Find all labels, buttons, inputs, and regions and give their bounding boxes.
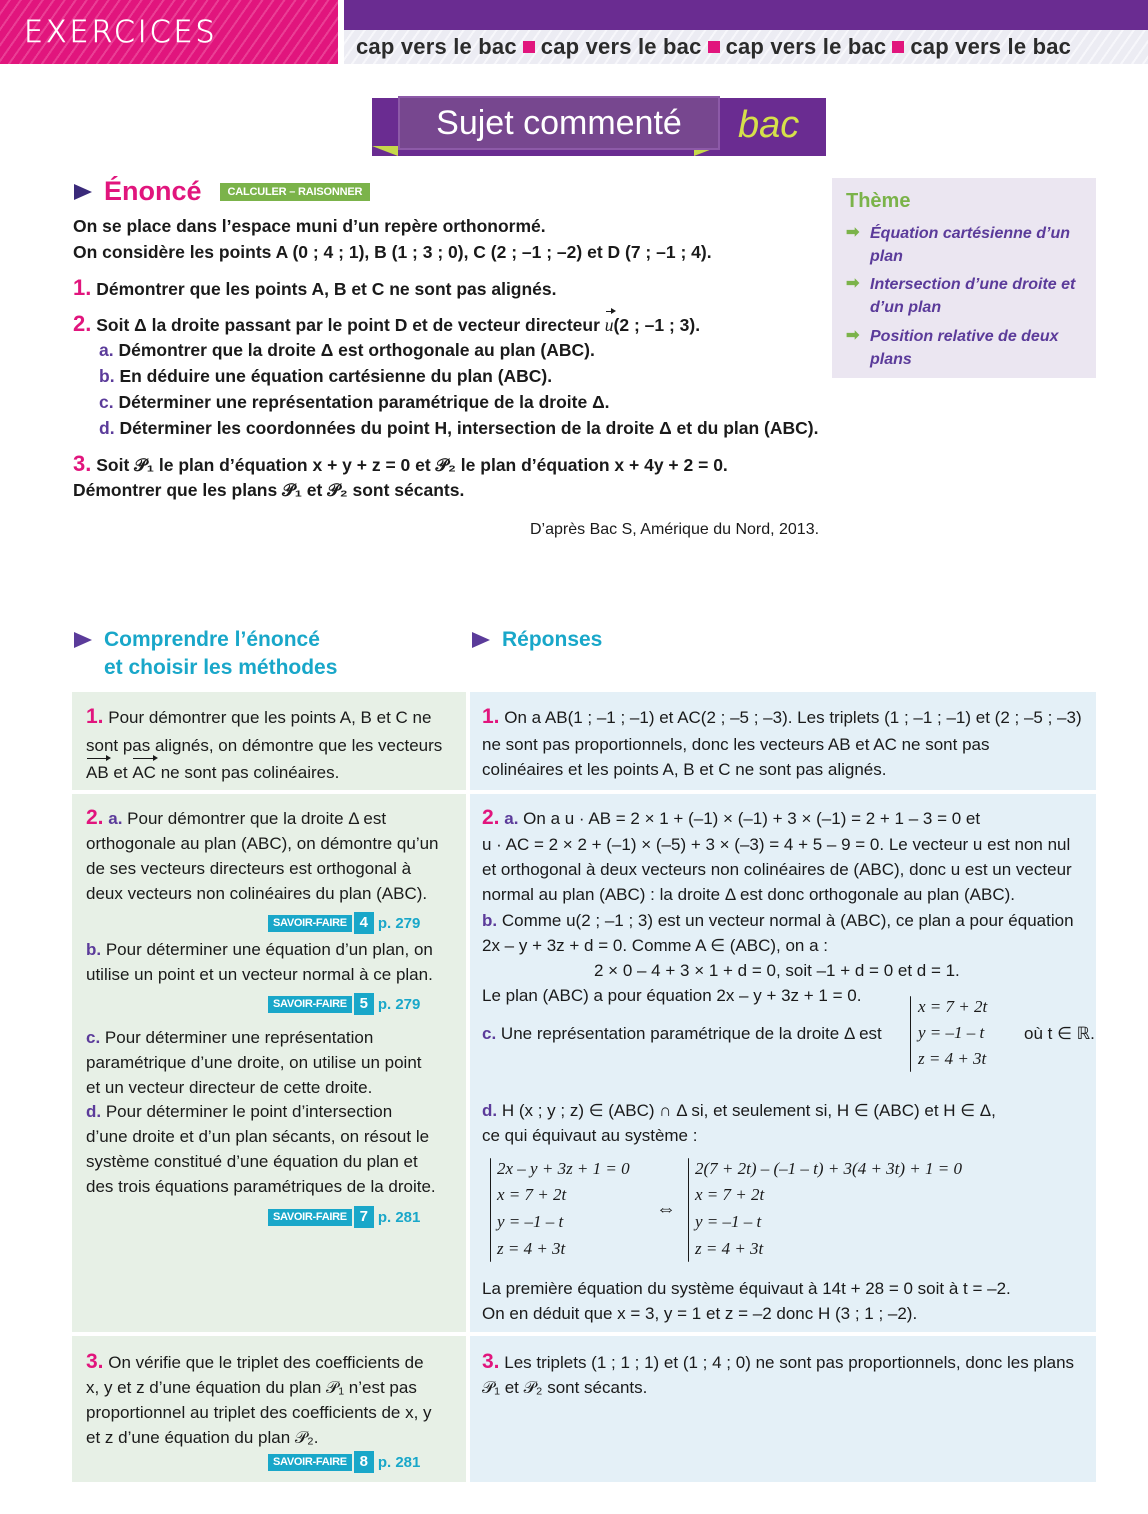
answer-3-line bbox=[482, 1349, 1074, 1375]
square-separator-icon bbox=[892, 41, 904, 53]
method-text: deux vecteurs non colinéaires du plan (ABC). bbox=[86, 884, 428, 903]
square-separator-icon bbox=[523, 41, 535, 53]
question-number: 3. bbox=[73, 451, 92, 476]
method-text: ne sont pas colinéaires. bbox=[160, 763, 340, 782]
slogan: cap vers le bac bbox=[910, 34, 1072, 59]
method-1-line bbox=[86, 704, 431, 730]
answer-text: 2x – y + 3z + d = 0. Comme A ∈ (ABC), on a : bbox=[482, 936, 828, 955]
system-brace bbox=[910, 996, 911, 1072]
sub-label: b. bbox=[99, 366, 115, 386]
question-3 bbox=[73, 452, 728, 477]
method-text: Pour démontrer que les points A, B et C ne bbox=[108, 708, 432, 727]
system-equation: 2x – y + 3z + 1 = 0 bbox=[497, 1159, 630, 1178]
sub-label: d. bbox=[99, 418, 115, 438]
method-1-line bbox=[86, 760, 339, 785]
question-text: Démontrer que les points A, B et C ne sont pas alignés. bbox=[96, 279, 557, 299]
sub-label: a. bbox=[108, 809, 123, 828]
answer-2c-line bbox=[482, 1021, 882, 1046]
theme-item bbox=[846, 222, 1090, 268]
answer-text: On a AB(1 ; –1 ; –1) et AC(2 ; –5 ; –3). Les triplets (1 ; –1 ; –1) et (2 ; –5 ; –3) bbox=[504, 708, 1082, 727]
method-text: paramétrique d’une droite, on utilise un point bbox=[86, 1053, 422, 1072]
question-2 bbox=[73, 312, 700, 337]
savoir-faire-link[interactable] bbox=[268, 993, 420, 1015]
system-equation: y = –1 – t bbox=[497, 1212, 564, 1231]
question-text: Déterminer les coordonnées du point H, intersection de la droite Δ et du plan (ABC). bbox=[119, 418, 819, 438]
answer-text: H (x ; y ; z) ∈ (ABC) ∩ Δ si, et seulement si, H ∈ (ABC) et H ∈ Δ, bbox=[501, 1101, 996, 1120]
reponses-heading bbox=[472, 626, 602, 654]
method-text: de ses vecteurs directeurs est orthogonal à bbox=[86, 859, 412, 878]
sub-label: d. bbox=[482, 1101, 498, 1120]
savoir-faire-link[interactable] bbox=[268, 1206, 420, 1228]
method-number: 3. bbox=[86, 1350, 104, 1373]
sub-label: d. bbox=[86, 1102, 102, 1121]
method-text: et z d’une équation du plan 𝒫₂. bbox=[86, 1428, 319, 1447]
answer-text: On en déduit que x = 3, y = 1 et z = –2 donc H (3 ; 1 ; –2). bbox=[482, 1304, 918, 1323]
theme-item bbox=[846, 325, 1090, 371]
reponses-title: Réponses bbox=[502, 628, 603, 651]
question-3-line2: Démontrer que les plans 𝒫₁ et 𝒫₂ sont sécants. bbox=[73, 480, 465, 500]
question-text: (2 ; –1 ; 3). bbox=[613, 315, 701, 335]
enonce-heading bbox=[74, 176, 370, 207]
answer-text: et orthogonal à deux vecteurs non colinéaires de (ABC), donc u est un vecteur bbox=[482, 860, 1072, 879]
question-2b bbox=[99, 364, 552, 388]
method-text: d’une droite et d’un plan sécants, on résout le bbox=[86, 1127, 430, 1146]
answer-text: Le plan (ABC) a pour équation 2x – y + 3z + 1 = 0. bbox=[482, 986, 862, 1005]
answer-text: Comme u(2 ; –1 ; 3) est un vecteur normal à (ABC), ce plan a pour équation bbox=[501, 911, 1074, 930]
theme-box bbox=[832, 178, 1096, 378]
answer-number: 1. bbox=[482, 705, 500, 728]
arrow-right-icon: ➡ bbox=[846, 275, 860, 292]
square-separator-icon bbox=[708, 41, 720, 53]
banner-tag: bac bbox=[738, 104, 800, 146]
answer-number: 3. bbox=[482, 1350, 500, 1373]
system-equation: 2(7 + 2t) – (–1 – t) + 3(4 + 3t) + 1 = 0 bbox=[695, 1159, 962, 1178]
source-citation: D’après Bac S, Amérique du Nord, 2013. bbox=[530, 521, 820, 538]
answer-text: Une représentation paramétrique de la droite Δ est bbox=[500, 1024, 882, 1043]
method-text: proportionnel au triplet des coefficients de x, y bbox=[86, 1403, 432, 1422]
savoir-faire-number: 8 bbox=[354, 1451, 374, 1473]
question-1 bbox=[73, 276, 557, 301]
savoir-faire-number: 7 bbox=[354, 1206, 374, 1228]
method-text: et bbox=[113, 763, 128, 782]
method-text: orthogonale au plan (ABC), on démontre qu’un bbox=[86, 834, 439, 853]
answer-2b-line bbox=[482, 908, 1074, 933]
theme-title: Thème bbox=[846, 190, 911, 212]
method-text: des trois équations paramétriques de la droite. bbox=[86, 1177, 436, 1196]
question-number: 2. bbox=[73, 311, 92, 336]
method-text: système constitué d’une équation du plan et bbox=[86, 1152, 418, 1171]
question-text: En déduire une équation cartésienne du plan (ABC). bbox=[119, 366, 553, 386]
savoir-faire-link[interactable] bbox=[268, 912, 420, 934]
method-2d-line bbox=[86, 1099, 392, 1124]
savoir-faire-tag: SAVOIR-FAIRE bbox=[268, 996, 352, 1013]
question-text: Déterminer une représentation paramétrique de la droite Δ. bbox=[118, 392, 610, 412]
method-text: utilise un point et un vecteur normal à ce plan. bbox=[86, 965, 433, 984]
method-text: On vérifie que le triplet des coefficients de bbox=[108, 1353, 424, 1372]
method-2b-line bbox=[86, 937, 433, 962]
vector-ab: AB bbox=[86, 760, 109, 785]
system-equation: y = –1 – t bbox=[695, 1212, 762, 1231]
arrow-icon bbox=[472, 632, 490, 648]
header-section-band bbox=[0, 0, 338, 64]
slogan: cap vers le bac bbox=[356, 34, 517, 59]
param-equation: z = 4 + 3t bbox=[918, 1049, 987, 1068]
question-2a bbox=[99, 338, 595, 362]
sub-label: c. bbox=[99, 392, 114, 412]
sub-label: b. bbox=[482, 911, 498, 930]
header-purple-band bbox=[344, 0, 1148, 30]
enonce-intro: On considère les points A (0 ; 4 ; 1), B (1 ; 3 ; 0), C (2 ; –1 ; –2) et D (7 ; –1 ; 4). bbox=[73, 242, 712, 262]
enonce-intro: On se place dans l’espace muni d’un repère orthonormé. bbox=[73, 216, 546, 236]
savoir-faire-number: 5 bbox=[354, 993, 374, 1015]
answer-number: 2. bbox=[482, 806, 500, 829]
answer-equation: 2 × 0 – 4 + 3 × 1 + d = 0, soit –1 + d = 0 et d = 1. bbox=[594, 961, 960, 980]
method-text: x, y et z d’une équation du plan 𝒫₁ n’est pas bbox=[86, 1378, 417, 1397]
theme-item bbox=[846, 273, 1090, 319]
savoir-faire-tag: SAVOIR-FAIRE bbox=[268, 915, 352, 932]
sub-label: c. bbox=[482, 1024, 497, 1043]
sub-label: b. bbox=[86, 940, 102, 959]
comprendre-title: Comprendre l’énoncé bbox=[104, 628, 320, 651]
system-equation: x = 7 + 2t bbox=[497, 1185, 567, 1204]
answer-text: Les triplets (1 ; 1 ; 1) et (1 ; 4 ; 0) ne sont pas proportionnels, donc les plans bbox=[504, 1353, 1075, 1372]
question-text: Soit 𝒫₁ le plan d’équation x + y + z = 0 et 𝒫₂ le plan d’équation x + 4y + 2 = 0. bbox=[96, 455, 728, 475]
question-2c bbox=[99, 390, 610, 414]
banner-title: Sujet commenté bbox=[436, 104, 682, 142]
system-brace bbox=[490, 1158, 491, 1262]
method-text: sont pas alignés, on démontre que les vecteurs bbox=[86, 736, 443, 755]
sub-label: c. bbox=[86, 1028, 101, 1047]
question-text: Soit Δ la droite passant par le point D et de vecteur directeur bbox=[96, 315, 605, 335]
answer-2a-line bbox=[482, 805, 980, 831]
method-2a-line bbox=[86, 805, 386, 831]
method-text: Pour déterminer une équation d’un plan, on bbox=[105, 940, 433, 959]
equivalence-symbol: ⇔ bbox=[656, 1198, 676, 1220]
answer-text: La première équation du système équivaut à 14t + 28 = 0 soit à t = –2. bbox=[482, 1279, 1011, 1298]
theme-item-text: Position relative de deux plans bbox=[870, 328, 1059, 368]
method-text: Pour déterminer le point d’intersection bbox=[105, 1102, 393, 1121]
arrow-right-icon: ➡ bbox=[846, 224, 860, 241]
theme-item-text: Équation cartésienne d’un plan bbox=[870, 225, 1071, 265]
savoir-faire-tag: SAVOIR-FAIRE bbox=[268, 1454, 352, 1471]
question-number: 1. bbox=[73, 275, 92, 300]
vector-ac: AC bbox=[132, 760, 156, 785]
method-number: 2. bbox=[86, 806, 104, 829]
section-title: EXERCICES bbox=[24, 15, 218, 50]
vector-u: u bbox=[604, 315, 614, 335]
savoir-faire-tag: SAVOIR-FAIRE bbox=[268, 1209, 352, 1226]
page-reference: p. 279 bbox=[377, 914, 421, 932]
comprendre-title: et choisir les méthodes bbox=[104, 656, 338, 679]
method-text: Pour déterminer une représentation bbox=[104, 1028, 374, 1047]
answer-text: On a u · AB = 2 × 1 + (–1) × (–1) + 3 × (–1) = 2 + 1 – 3 = 0 et bbox=[523, 809, 981, 828]
answer-text: 𝒫₁ et 𝒫₂ sont sécants. bbox=[482, 1378, 648, 1397]
param-equation: y = –1 – t bbox=[918, 1023, 985, 1042]
slogan: cap vers le bac bbox=[725, 34, 887, 59]
answer-2d-line bbox=[482, 1098, 996, 1123]
page-reference: p. 281 bbox=[377, 1208, 421, 1226]
enonce-title: Énoncé bbox=[104, 176, 202, 206]
savoir-faire-link[interactable] bbox=[268, 1451, 420, 1473]
answer-text: ce qui équivaut au système : bbox=[482, 1126, 698, 1145]
sub-label: a. bbox=[504, 809, 519, 828]
answer-1-line bbox=[482, 704, 1082, 730]
method-text: et un vecteur directeur de cette droite. bbox=[86, 1078, 373, 1097]
slogan: cap vers le bac bbox=[540, 34, 702, 59]
arrow-right-icon: ➡ bbox=[846, 327, 860, 344]
system-equation: z = 4 + 3t bbox=[695, 1239, 764, 1258]
question-2d bbox=[99, 416, 819, 440]
answer-text: ne sont pas proportionnels, donc les vecteurs AB et AC ne sont pas bbox=[482, 735, 990, 754]
arrow-icon bbox=[74, 184, 92, 200]
answer-text: u · AC = 2 × 2 + (–1) × (–5) + 3 × (–3) = 4 + 5 – 9 = 0. Le vecteur u est non nul bbox=[482, 835, 1071, 854]
method-2c-line bbox=[86, 1025, 373, 1050]
theme-item-text: Intersection d’une droite et d’un plan bbox=[870, 276, 1076, 316]
system-equation: z = 4 + 3t bbox=[497, 1239, 566, 1258]
param-domain: où t ∈ ℝ. bbox=[1024, 1024, 1095, 1043]
page-reference: p. 281 bbox=[377, 1453, 421, 1471]
method-number: 1. bbox=[86, 705, 104, 728]
skill-badge: CALCULER – RAISONNER bbox=[220, 183, 371, 201]
answer-text: colinéaires et les points A, B et C ne sont pas alignés. bbox=[482, 760, 887, 779]
page-reference: p. 279 bbox=[377, 995, 421, 1013]
param-equation: x = 7 + 2t bbox=[918, 997, 988, 1016]
system-brace bbox=[688, 1158, 689, 1262]
sub-label: a. bbox=[99, 340, 114, 360]
method-3-line bbox=[86, 1349, 424, 1375]
header-slogans bbox=[356, 33, 1071, 61]
banner-decoration bbox=[372, 146, 398, 156]
comprendre-heading bbox=[74, 626, 337, 682]
savoir-faire-number: 4 bbox=[354, 912, 374, 934]
system-equation: x = 7 + 2t bbox=[695, 1185, 765, 1204]
question-text: Démontrer que la droite Δ est orthogonale au plan (ABC). bbox=[118, 340, 595, 360]
answer-text: normal au plan (ABC) : la droite Δ est donc orthogonale au plan (ABC). bbox=[482, 885, 1015, 904]
method-text: Pour démontrer que la droite Δ est bbox=[127, 809, 387, 828]
arrow-icon bbox=[74, 632, 92, 648]
